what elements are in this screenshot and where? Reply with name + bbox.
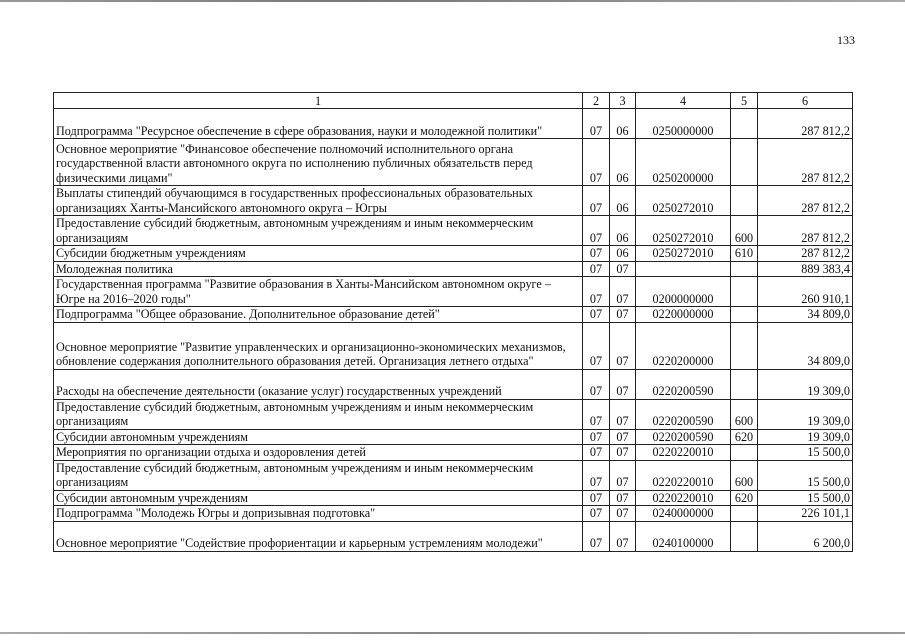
table-row	[54, 369, 853, 399]
row-name: Расходы на обеспечение деятельности (оказание услуг) государственных учреждений	[54, 369, 583, 399]
row-name: Субсидии бюджетным учреждениям	[54, 246, 583, 262]
row-podrazdel: 07	[610, 490, 636, 506]
row-podrazdel: 07	[610, 521, 636, 551]
table-row	[54, 322, 853, 369]
row-vr: 600	[731, 216, 758, 246]
row-csr: 0250200000	[636, 139, 731, 186]
row-podrazdel: 06	[610, 109, 636, 139]
row-vr	[731, 322, 758, 369]
header-col-3: 3	[610, 93, 636, 109]
row-vr	[731, 277, 758, 307]
table-row	[54, 139, 853, 186]
row-podrazdel: 07	[610, 399, 636, 429]
row-vr: 610	[731, 246, 758, 262]
budget-table	[53, 92, 853, 552]
row-name: Мероприятия по организации отдыха и оздоровления детей	[54, 445, 583, 461]
row-razdel: 07	[583, 445, 610, 461]
row-name: Государственная программа "Развитие образования в Ханты-Мансийском автономном округе – Югре на 2016–2020 годы"	[54, 277, 583, 307]
table-row	[54, 399, 853, 429]
row-razdel: 07	[583, 261, 610, 277]
row-name: Молодежная политика	[54, 261, 583, 277]
row-podrazdel: 07	[610, 445, 636, 461]
row-podrazdel: 07	[610, 322, 636, 369]
row-csr: 0250272010	[636, 186, 731, 216]
row-name: Основное мероприятие "Развитие управленческих и организационно-экономических механизмов, обновление содержания дополнительного образования детей. Организация летнего отдыха"	[54, 322, 583, 369]
row-name: Основное мероприятие "Содействие профориентации и карьерным устремлениям молодежи"	[54, 521, 583, 551]
row-razdel: 07	[583, 277, 610, 307]
table-row	[54, 490, 853, 506]
row-amount: 19 309,0	[758, 429, 853, 445]
row-vr	[731, 261, 758, 277]
row-vr	[731, 186, 758, 216]
row-amount: 889 383,4	[758, 261, 853, 277]
row-vr	[731, 307, 758, 323]
row-name: Подпрограмма "Молодежь Югры и допризывная подготовка"	[54, 506, 583, 522]
table-row	[54, 429, 853, 445]
table-row	[54, 186, 853, 216]
row-name: Предоставление субсидий бюджетным, автономным учреждениям и иным некоммерческим организациям	[54, 399, 583, 429]
row-name: Основное мероприятие "Финансовое обеспечение полномочий исполнительного органа государственной власти автономного округа по исполнению публичных обязательств перед физическими лицами"	[54, 139, 583, 186]
row-csr: 0240100000	[636, 521, 731, 551]
row-podrazdel: 07	[610, 261, 636, 277]
row-amount: 287 812,2	[758, 246, 853, 262]
row-vr: 600	[731, 399, 758, 429]
row-amount: 34 809,0	[758, 307, 853, 323]
row-vr	[731, 445, 758, 461]
table-row	[54, 445, 853, 461]
row-podrazdel: 07	[610, 277, 636, 307]
row-vr: 620	[731, 429, 758, 445]
header-col-4: 4	[636, 93, 731, 109]
row-podrazdel: 07	[610, 429, 636, 445]
row-podrazdel: 06	[610, 216, 636, 246]
row-csr: 0220220010	[636, 460, 731, 490]
row-csr: 0250000000	[636, 109, 731, 139]
row-csr: 0220220010	[636, 445, 731, 461]
table-header-row	[54, 93, 853, 109]
row-razdel: 07	[583, 399, 610, 429]
table-row	[54, 460, 853, 490]
table-row	[54, 506, 853, 522]
table-row	[54, 216, 853, 246]
scan-edge-top	[0, 0, 905, 2]
row-name: Подпрограмма "Ресурсное обеспечение в сфере образования, науки и молодежной политики"	[54, 109, 583, 139]
page-number: 133	[837, 33, 855, 47]
row-amount: 34 809,0	[758, 322, 853, 369]
row-razdel: 07	[583, 307, 610, 323]
table-row	[54, 109, 853, 139]
row-name: Предоставление субсидий бюджетным, автономным учреждениям и иным некоммерческим организациям	[54, 216, 583, 246]
row-amount: 226 101,1	[758, 506, 853, 522]
row-csr: 0200000000	[636, 277, 731, 307]
header-col-1: 1	[54, 93, 583, 109]
row-amount: 19 309,0	[758, 369, 853, 399]
header-col-6: 6	[758, 93, 853, 109]
row-amount: 6 200,0	[758, 521, 853, 551]
row-csr: 0220200590	[636, 399, 731, 429]
row-amount: 15 500,0	[758, 445, 853, 461]
row-razdel: 07	[583, 460, 610, 490]
row-razdel: 07	[583, 186, 610, 216]
row-amount: 15 500,0	[758, 490, 853, 506]
row-vr: 620	[731, 490, 758, 506]
row-razdel: 07	[583, 506, 610, 522]
row-vr	[731, 139, 758, 186]
row-csr: 0220000000	[636, 307, 731, 323]
row-podrazdel: 07	[610, 460, 636, 490]
row-amount: 260 910,1	[758, 277, 853, 307]
row-podrazdel: 07	[610, 307, 636, 323]
row-podrazdel: 06	[610, 186, 636, 216]
row-vr	[731, 521, 758, 551]
table-row	[54, 246, 853, 262]
row-razdel: 07	[583, 109, 610, 139]
row-amount: 287 812,2	[758, 216, 853, 246]
row-podrazdel: 07	[610, 506, 636, 522]
row-podrazdel: 07	[610, 369, 636, 399]
row-razdel: 07	[583, 322, 610, 369]
row-razdel: 07	[583, 139, 610, 186]
row-vr	[731, 369, 758, 399]
row-vr	[731, 109, 758, 139]
row-razdel: 07	[583, 429, 610, 445]
row-vr	[731, 506, 758, 522]
row-vr: 600	[731, 460, 758, 490]
row-razdel: 07	[583, 521, 610, 551]
table-row	[54, 307, 853, 323]
row-name: Субсидии автономным учреждениям	[54, 429, 583, 445]
row-podrazdel: 06	[610, 246, 636, 262]
row-amount: 19 309,0	[758, 399, 853, 429]
row-csr: 0250272010	[636, 246, 731, 262]
header-col-5: 5	[731, 93, 758, 109]
row-csr: 0250272010	[636, 216, 731, 246]
row-name: Предоставление субсидий бюджетным, автономным учреждениям и иным некоммерческим организациям	[54, 460, 583, 490]
row-podrazdel: 06	[610, 139, 636, 186]
row-razdel: 07	[583, 490, 610, 506]
row-name: Субсидии автономным учреждениям	[54, 490, 583, 506]
row-csr: 0240000000	[636, 506, 731, 522]
row-amount: 287 812,2	[758, 109, 853, 139]
row-amount: 287 812,2	[758, 186, 853, 216]
table-row	[54, 521, 853, 551]
row-csr: 0220220010	[636, 490, 731, 506]
row-name: Выплаты стипендий обучающимся в государственных профессиональных образовательных организациях Ханты-Мансийского автономного округа – Югры	[54, 186, 583, 216]
scan-edge-bottom	[0, 632, 905, 634]
row-csr	[636, 261, 731, 277]
table-row	[54, 277, 853, 307]
row-csr: 0220200000	[636, 322, 731, 369]
header-col-2: 2	[583, 93, 610, 109]
row-csr: 0220200590	[636, 429, 731, 445]
table-row	[54, 261, 853, 277]
row-csr: 0220200590	[636, 369, 731, 399]
row-razdel: 07	[583, 369, 610, 399]
row-amount: 15 500,0	[758, 460, 853, 490]
row-razdel: 07	[583, 246, 610, 262]
row-name: Подпрограмма "Общее образование. Дополнительное образование детей"	[54, 307, 583, 323]
row-razdel: 07	[583, 216, 610, 246]
row-amount: 287 812,2	[758, 139, 853, 186]
